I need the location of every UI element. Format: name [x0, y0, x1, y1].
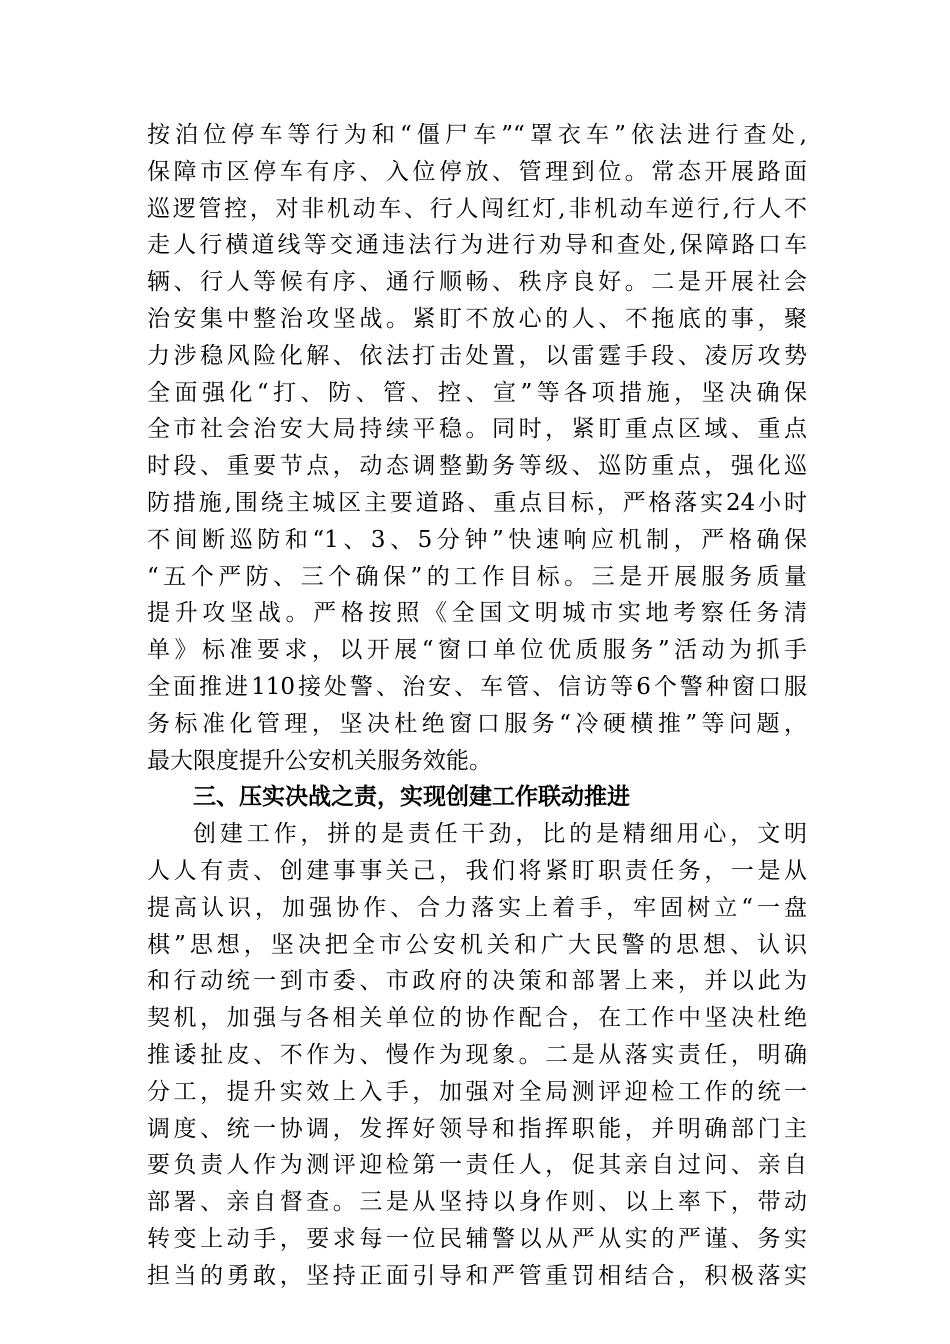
paragraph-line-4: 走人行横道线等交通违法行为进行劝导和查处,保障路口车	[147, 232, 807, 259]
paragraph-line-3: 巡逻管控，对非机动车、行人闯红灯,非机动车逆行,行人不	[147, 195, 807, 222]
paragraph-line-5: 辆、行人等候有序、通行顺畅、秩序良好。二是开展社会	[147, 269, 807, 296]
paragraph2-line-13: 担当的勇敢，坚持正面引导和严管重罚相结合，积极落实	[147, 1262, 807, 1289]
paragraph-line-2: 保障市区停车有序、入位停放、管理到位。常态开展路面	[147, 158, 807, 185]
paragraph2-line-8: 分工，提升实效上入手，加强对全局测评迎检工作的统一	[147, 1078, 807, 1105]
paragraph2-line-6: 契机，加强与各相关单位的协作配合，在工作中坚决杜绝	[147, 1005, 807, 1032]
paragraph-line-14: 提升攻坚战。严格按照《全国文明城市实地考察任务清	[147, 600, 807, 627]
section-heading: 三、压实决战之责，实现创建工作联动推进	[193, 784, 630, 811]
paragraph-line-1: 按泊位停车等行为和“僵尸车”“罩衣车”依法进行查处,	[147, 122, 807, 148]
paragraph-line-13: “五个严防、三个确保”的工作目标。三是开展服务质量	[147, 563, 807, 590]
paragraph2-line-3: 提高认识，加强协作、合力落实上着手，牢固树立“一盘	[147, 894, 807, 921]
paragraph2-line-1: 创建工作，拼的是责任干劲，比的是精细用心，文明	[193, 821, 807, 848]
paragraph-line-11: 防措施,围绕主城区主要道路、重点目标，严格落实24小时	[147, 489, 807, 516]
paragraph-line-15: 单》标准要求，以开展“窗口单位优质服务”活动为抓手	[147, 637, 807, 664]
paragraph-line-9: 全市社会治安大局持续平稳。同时，紧盯重点区域、重点	[147, 416, 807, 443]
paragraph2-line-10: 要负责人作为测评迎检第一责任人，促其亲自过问、亲自	[147, 1152, 807, 1179]
paragraph-line-18: 最大限度提升公安机关服务效能。	[147, 747, 492, 774]
paragraph2-line-12: 转变上动手，要求每一位民辅警以从严从实的严谨、务实	[147, 1225, 807, 1252]
paragraph2-line-2: 人人有责、创建事事关己，我们将紧盯职责任务，一是从	[147, 857, 807, 884]
paragraph2-line-7: 推诿扯皮、不作为、慢作为现象。二是从落实责任，明确	[147, 1041, 807, 1068]
paragraph2-line-5: 和行动统一到市委、市政府的决策和部署上来，并以此为	[147, 968, 807, 995]
paragraph2-line-4: 棋”思想，坚决把全市公安机关和广大民警的思想、认识	[147, 931, 807, 958]
document-body	[147, 117, 807, 1295]
paragraph2-line-9: 调度、统一协调，发挥好领导和指挥职能，并明确部门主	[147, 1115, 807, 1142]
paragraph-line-6: 治安集中整治攻坚战。紧盯不放心的人、不拖底的事，聚	[147, 305, 807, 332]
paragraph-line-17: 务标准化管理，坚决杜绝窗口服务“冷硬横推”等问题，	[147, 710, 807, 737]
paragraph2-line-11: 部署、亲自督查。三是从坚持以身作则、以上率下，带动	[147, 1189, 807, 1216]
paragraph-line-12: 不间断巡防和“1、3、5分钟”快速响应机制，严格确保	[147, 526, 807, 553]
paragraph-line-10: 时段、重要节点，动态调整勤务等级、巡防重点，强化巡	[147, 453, 807, 480]
paragraph-line-8: 全面强化“打、防、管、控、宣”等各项措施，坚决确保	[147, 379, 807, 406]
paragraph-line-16: 全面推进110接处警、治安、车管、信访等6个警种窗口服	[147, 673, 807, 700]
paragraph-line-7: 力涉稳风险化解、依法打击处置，以雷霆手段、凌厉攻势	[147, 342, 807, 369]
